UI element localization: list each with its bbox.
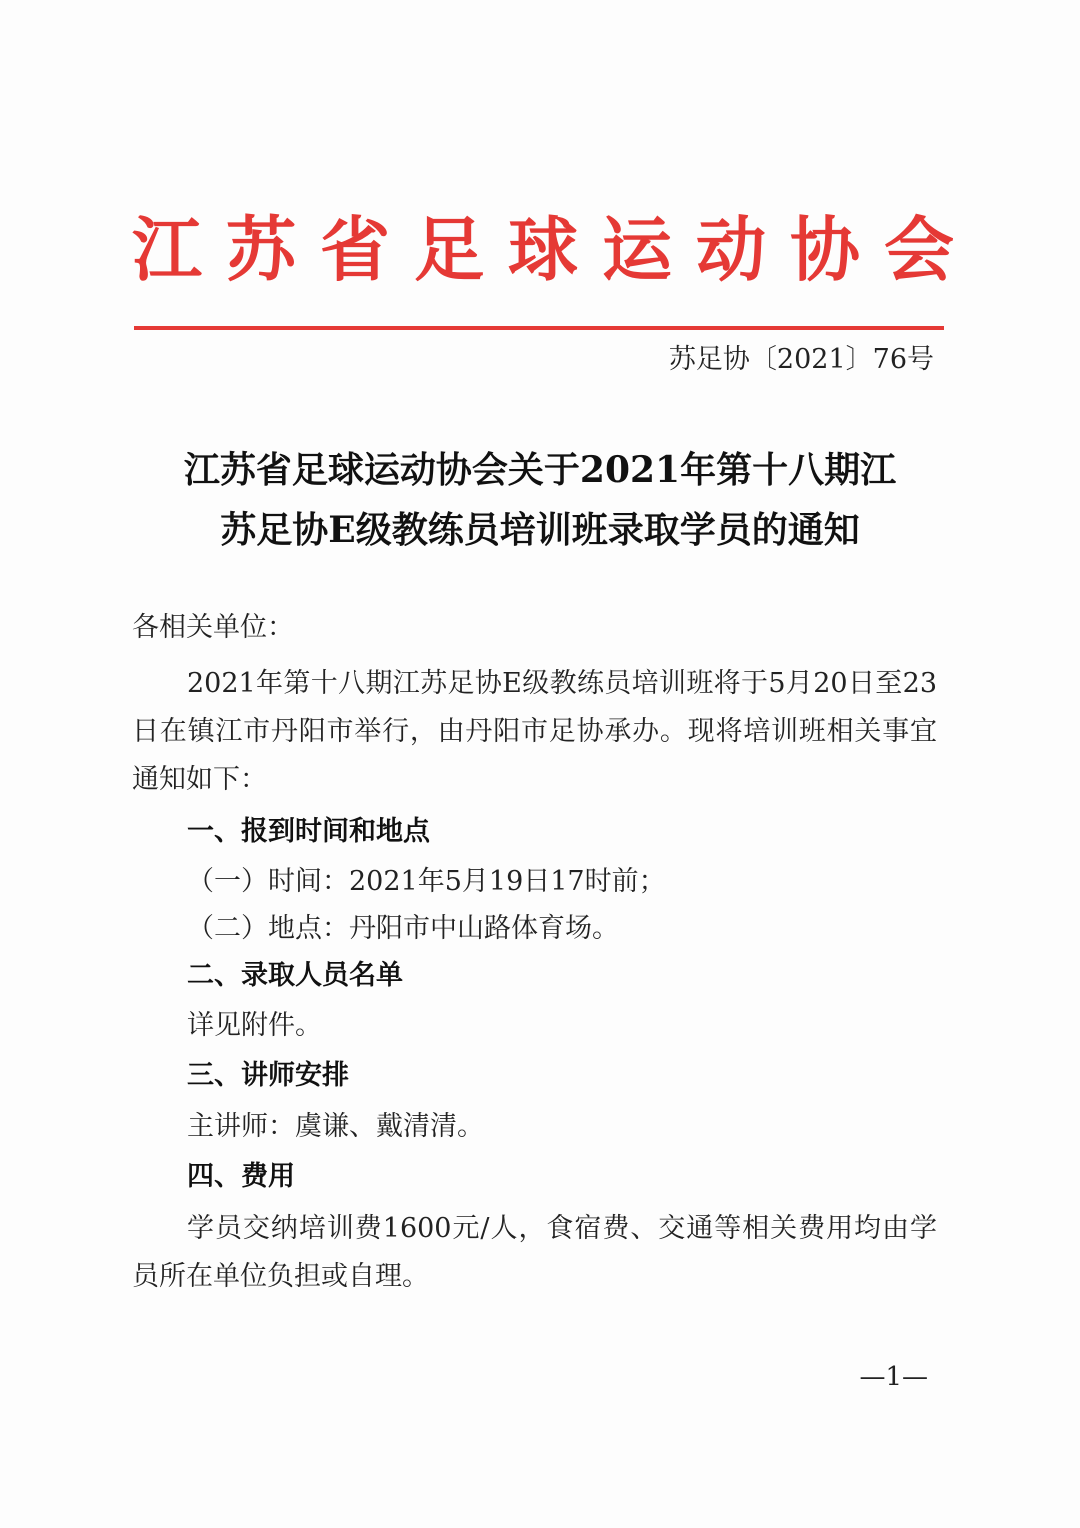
intro-paragraph: 2021年第十八期江苏足协E级教练员培训班将于5月20日至23日在镇江市丹阳市举行，由丹阳市足协承办。现将培训班相关事宜通知如下：	[132, 668, 938, 795]
organization-header: 江苏省足球运动协会	[132, 208, 978, 291]
section-3-text: 主讲师：虞谦、戴清清。	[187, 1111, 484, 1142]
document-number: 苏足协〔2021〕76号	[668, 344, 934, 375]
header-red-rule	[134, 326, 944, 330]
section-3-heading: 三、讲师安排	[187, 1060, 349, 1091]
section-1-item-1: （一）时间：2021年5月19日17时前；	[187, 866, 666, 897]
section-1-heading: 一、报到时间和地点	[187, 816, 430, 847]
title-line-2: 苏足协E级教练员培训班录取学员的通知	[220, 509, 860, 551]
section-4-heading: 四、费用	[187, 1161, 295, 1192]
document-title	[120, 440, 960, 560]
section-2-heading: 二、录取人员名单	[187, 960, 403, 991]
page-number: —1—	[859, 1362, 928, 1392]
section-1-item-2: （二）地点：丹阳市中山路体育场。	[187, 913, 619, 944]
section-4-text: 学员交纳培训费1600元/人，食宿费、交通等相关费用均由学员所在单位负担或自理。	[132, 1213, 937, 1292]
salutation: 各相关单位：	[132, 612, 294, 643]
title-line-1: 江苏省足球运动协会关于2021年第十八期江	[183, 449, 897, 491]
section-2-text: 详见附件。	[187, 1010, 322, 1041]
